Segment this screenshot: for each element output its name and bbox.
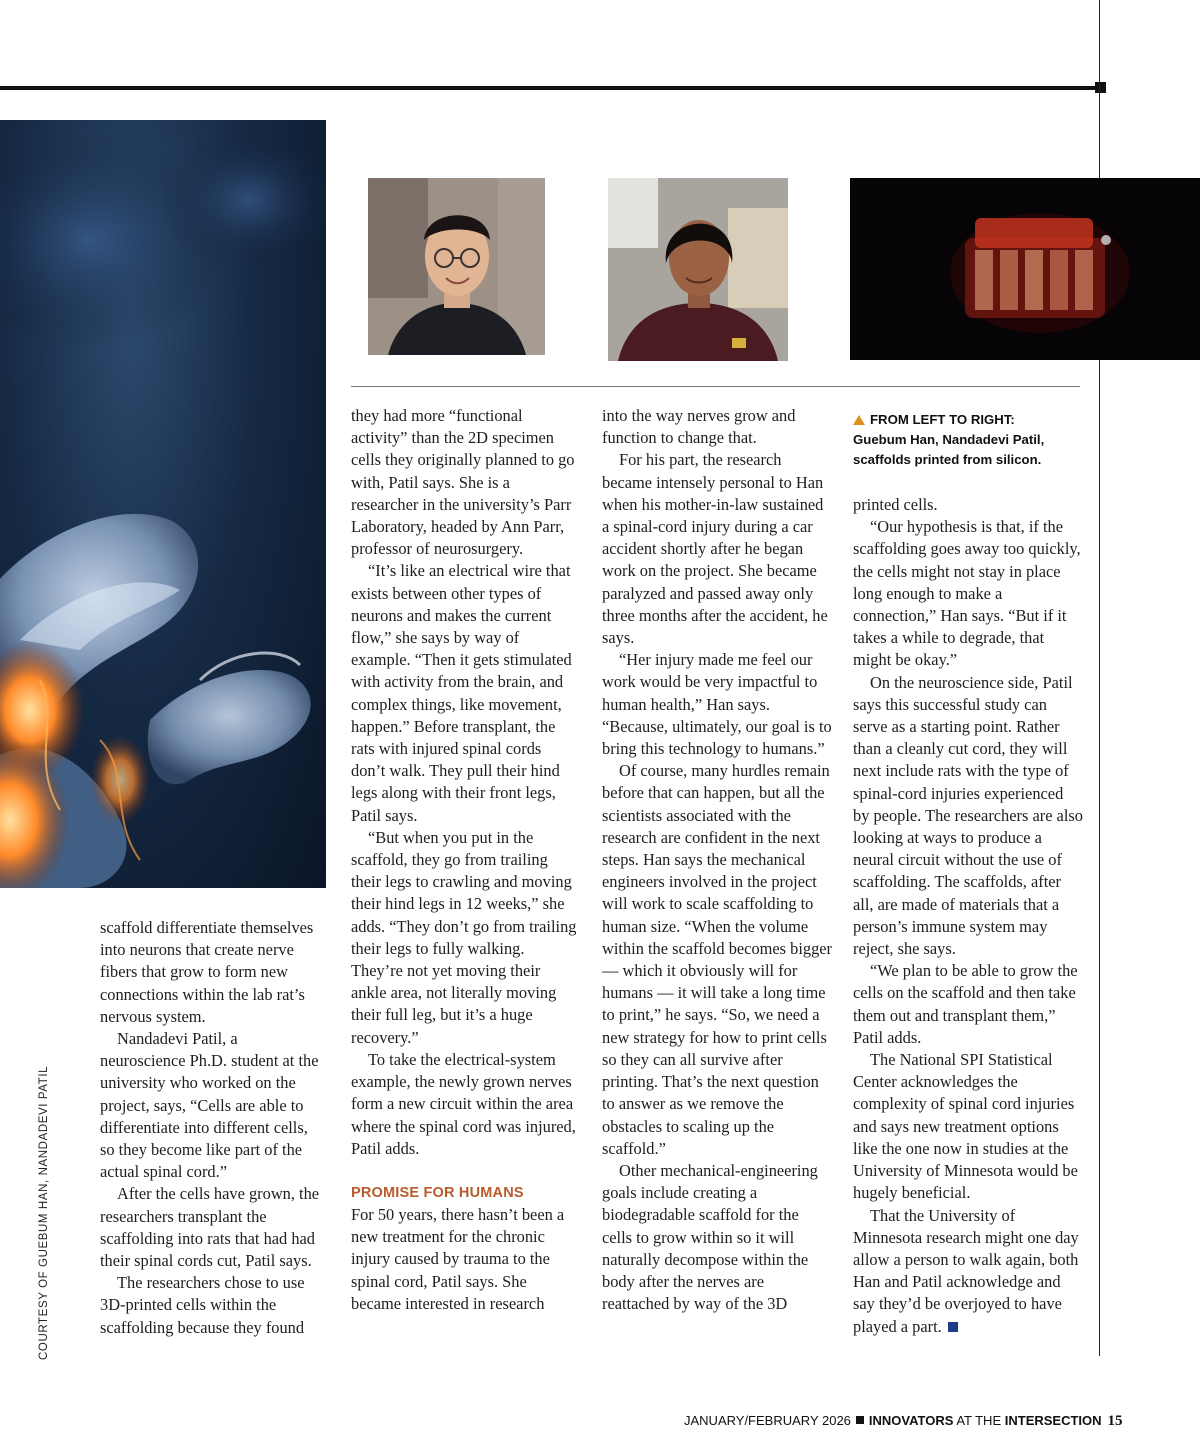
photo-guebum-han — [368, 178, 545, 355]
photo-divider-rule — [351, 386, 1080, 387]
paragraph: On the neuroscience side, Patil says this successful study can serve as a starting point. Rather than a cleanly cut cord, they will next include rats with the type of spinal-cord injuries experienced by people. The researchers are also looking at ways to produce a neural circuit without the use of scaffolding. The scaffolds, after all, are made of materials that a person’s immune system may reject, she says. — [853, 672, 1083, 959]
neuron-illustration — [0, 120, 326, 888]
top-rule-end-mark — [1095, 82, 1106, 93]
paragraph: Of course, many hurdles remain before that can happen, but all the scientists associated with the research are confident in the next steps. Han says the mechanical engineers involved in the project will work to scale scaffolding to human size. “When the volume within the scaffold becomes bigger — which it obviously will for humans — it will take a long time to print,” he says. “So, we need a new strategy for how to print cells so they can all survive after printing. That’s the next question to answer as we remove the obstacles to scaling up the scaffold.” — [602, 761, 833, 1158]
top-rule — [0, 86, 1098, 90]
paragraph-text: That the University of Minnesota research might one day allow a person to walk again, both Han and Patil acknowledge and say they’d be overjoyed to have played a part. — [853, 1205, 1079, 1336]
paragraph: they had more “functional activity” than the 2D specimen cells they originally planned to go with, Patil says. She is a researcher in the university’s Parr Laboratory, headed by Ann Parr, professor of neurosurgery. — [351, 406, 575, 559]
article-column-4 — [853, 494, 1083, 1338]
paragraph: Nandadevi Patil, a neuroscience Ph.D. student at the university who worked on the project, says, “Cells are able to differentiate into different cells, so they become like part of the actual spinal cord.” — [100, 1029, 319, 1182]
paragraph: “But when you put in the scaffold, they go from trailing their legs to crawling and moving their hind legs in 12 weeks,” she adds. “They don’t go from trailing their legs to fully walking. They’re not yet moving their ankle area, not literally moving their full leg, but it’s a huge recovery.” — [351, 827, 577, 1047]
triangle-up-icon — [853, 415, 865, 425]
photo-silicon-scaffolds — [850, 178, 1200, 360]
paragraph: To take the electrical-system example, the newly grown nerves form a new circuit within the area where the spinal cord was injured, Patil adds. — [351, 1049, 576, 1158]
photo-caption — [853, 410, 1083, 470]
paragraph: The researchers chose to use 3D-printed cells within the scaffolding because they found — [100, 1273, 305, 1337]
paragraph: After the cells have grown, the researchers transplant the scaffolding into rats that had had their spinal cords cut, Patil says. — [100, 1184, 320, 1271]
article-column-2 — [351, 405, 579, 1315]
page-number: 15 — [1107, 1413, 1123, 1429]
paragraph: scaffold differentiate themselves into neurons that create nerve fibers that grow to form new connections within the lab rat’s nervous system. — [100, 918, 314, 1026]
section-heading: PROMISE FOR HUMANS — [351, 1184, 524, 1201]
paragraph: Other mechanical-engineering goals include creating a biodegradable scaffold for the cells to grow within so it will naturally decompose within the body after the nerves are reattached by way of the 3D — [602, 1160, 818, 1314]
paragraph: into the way nerves grow and function to change that. — [602, 406, 796, 448]
photo-credit: COURTESY OF GUEBUM HAN, NANDADEVI PATIL — [38, 1065, 50, 1360]
issue-date: JANUARY/FEBRUARY 2026 — [684, 1413, 851, 1428]
paragraph: The National SPI Statistical Center acknowledges the complexity of spinal cord injuries and says new treatment options like the one now in studies at the University of Minnesota would be hugely beneficial. — [853, 1050, 1078, 1203]
end-mark-icon — [948, 1322, 958, 1332]
caption-lead: FROM LEFT TO RIGHT: — [870, 412, 1015, 427]
paragraph: “Our hypothesis is that, if the scaffolding goes away too quickly, the cells might not stay in place long enough to make a connection,” Han says. “But if it takes a while to degrade, that might be okay.” — [853, 517, 1081, 670]
photo-nandadevi-patil — [608, 178, 788, 361]
section-name-c: INTERSECTION — [1004, 1413, 1102, 1428]
caption-text: Guebum Han, Nandadevi Patil, scaffolds printed from silicon. — [853, 432, 1045, 467]
page-footer — [684, 1413, 1123, 1430]
paragraph: printed cells. — [853, 495, 938, 514]
section-name-a: INNOVATORS — [868, 1413, 954, 1428]
paragraph: “We plan to be able to grow the cells on the scaffold and then take them out and transplant them,” Patil adds. — [853, 961, 1078, 1047]
paragraph: For 50 years, there hasn’t been a new treatment for the chronic injury caused by trauma to the spinal cord, Patil says. She became interested in research — [351, 1204, 565, 1313]
paragraph: “It’s like an electrical wire that exists between other types of neurons and makes the current flow,” she says by way of example. “Then it gets stimulated with activity from the brain, and complex things, like movement, happen.” Before transplant, the rats with injured spinal cords don’t walk. They pull their hind legs along with their front legs, Patil says. — [351, 561, 572, 825]
square-separator-icon — [856, 1416, 864, 1424]
paragraph-last — [853, 1205, 1083, 1338]
section-name-b: AT THE — [956, 1413, 1002, 1428]
article-column-1 — [100, 917, 326, 1339]
article-column-3 — [602, 405, 832, 1315]
paragraph: For his part, the research became intensely personal to Han when his mother-in-law sustained a spinal-cord injury during a car accident shortly after he began work on the project. She became paralyzed and passed away only three months after the accident, he says. — [602, 450, 828, 648]
paragraph: “Her injury made me feel our work would be very impactful to human health,” Han says. “Because, ultimately, our goal is to bring this technology to humans.” — [602, 650, 832, 759]
